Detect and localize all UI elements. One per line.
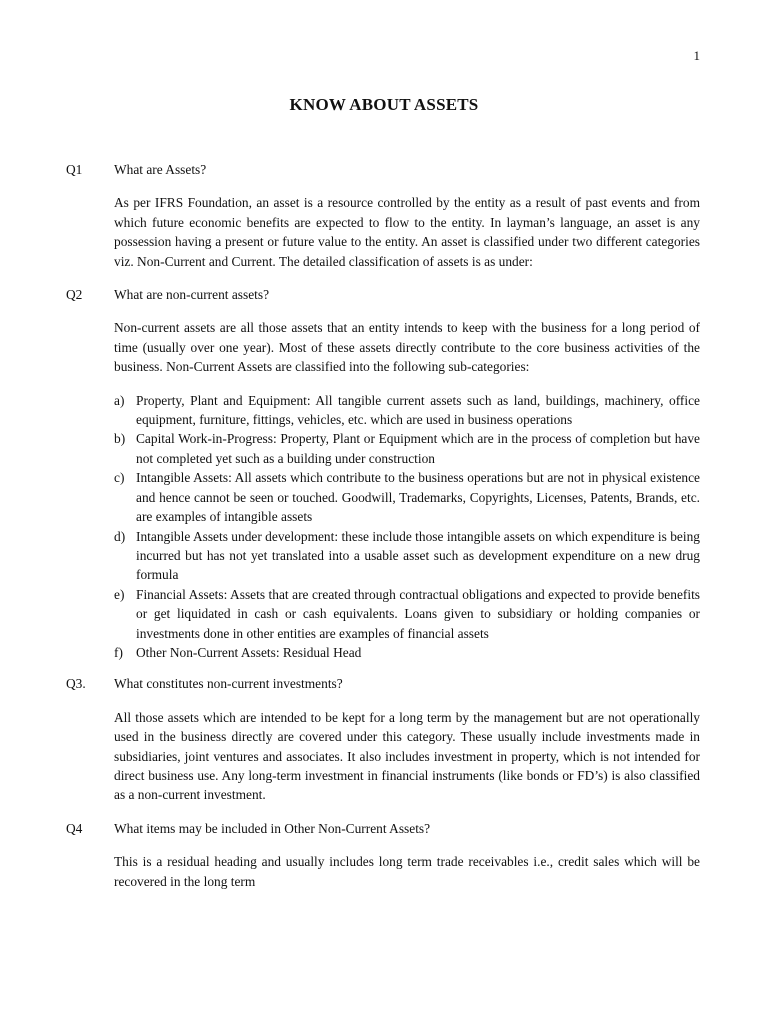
- list-item: [114, 585, 700, 643]
- list-item-text: Intangible Assets: All assets which contribute to the business operations but are not in physical existence and hence cannot be seen or touched. Goodwill, Trademarks, Copyrights, Licenses, Patents, Brands, etc. are examples of intangible assets: [136, 470, 700, 525]
- asset-category-list: [114, 391, 700, 663]
- question-number: Q1: [66, 162, 83, 177]
- list-item-letter: f): [114, 644, 123, 660]
- list-item-text: Financial Assets: Assets that are created through contractual obligations and expected to provide benefits or get liquidated in cash or cash equivalents. Loans given to subsidiary or holding companies or investments done in other entities are examples of financial assets: [136, 586, 700, 641]
- answer-paragraph: As per IFRS Foundation, an asset is a resource controlled by the entity as a result of past events and from which future economic benefits are expected to flow to the entity. In layman’s language, an asset is any possession having a present or future value to the entity. An asset is classified under two different categories viz. Non-Current and Current. The detailed classification of assets is as under:: [114, 195, 700, 269]
- document-body: [66, 160, 700, 905]
- list-item: [114, 527, 700, 585]
- list-item-letter: e): [114, 586, 125, 602]
- document-title: KNOW ABOUT ASSETS: [289, 95, 479, 114]
- list-item: [114, 429, 700, 468]
- answer-paragraph: Non-current assets are all those assets that an entity intends to keep with the business for a long period of time (usually over one year). Most of these assets directly contribute to the core business activities of the business. Non-Current Assets are classified into the following sub-categories:: [114, 320, 700, 375]
- list-item-text: Intangible Assets under development: these include those intangible assets on which expenditure is being incurred but has not yet translated into a usable asset such as development expenditure on a new drug formula: [136, 528, 700, 583]
- list-item-letter: b): [114, 431, 126, 447]
- list-item: [114, 643, 700, 662]
- answer-paragraph: All those assets which are intended to be kept for a long term by the management but are not operationally used in the business directly are covered under this category. These usually include investments made in subsidiaries, joint ventures and associates. It also includes investment in property, which is not intended for direct business use. Any long-term investment in financial instruments (like bonds or FD’s) is also classified as a non-current investment.: [114, 709, 700, 803]
- question-row: [66, 285, 700, 304]
- list-item-text: Other Non-Current Assets: Residual Head: [136, 644, 362, 660]
- list-item-letter: c): [114, 470, 125, 486]
- answer-paragraph: This is a residual heading and usually includes long term trade receivables i.e., credit sales which will be recovered in the long term: [114, 854, 700, 889]
- list-item-text: Property, Plant and Equipment: All tangible current assets such as land, buildings, machinery, office equipment, furniture, fittings, vehicles, etc. which are used in business operations: [136, 392, 700, 428]
- question-number: Q3.: [66, 676, 86, 692]
- page-number: 1: [693, 48, 700, 63]
- list-item-text: Capital Work-in-Progress: Property, Plant or Equipment which are in the process of completion but have not completed yet such as a building under construction: [136, 431, 700, 466]
- question-text: What items may be included in Other Non-Current Assets?: [114, 820, 431, 836]
- question-row: [66, 819, 700, 838]
- question-text: What are non-current assets?: [114, 287, 270, 303]
- list-item: [114, 468, 700, 526]
- list-item-letter: a): [114, 392, 125, 408]
- question-text: What are Assets?: [114, 162, 207, 177]
- list-item-letter: d): [114, 528, 126, 544]
- question-row: [66, 160, 700, 179]
- question-number: Q2: [66, 287, 83, 303]
- question-row: [66, 674, 700, 693]
- question-number: Q4: [66, 820, 83, 836]
- question-text: What constitutes non-current investments?: [114, 676, 343, 692]
- list-item: [114, 391, 700, 430]
